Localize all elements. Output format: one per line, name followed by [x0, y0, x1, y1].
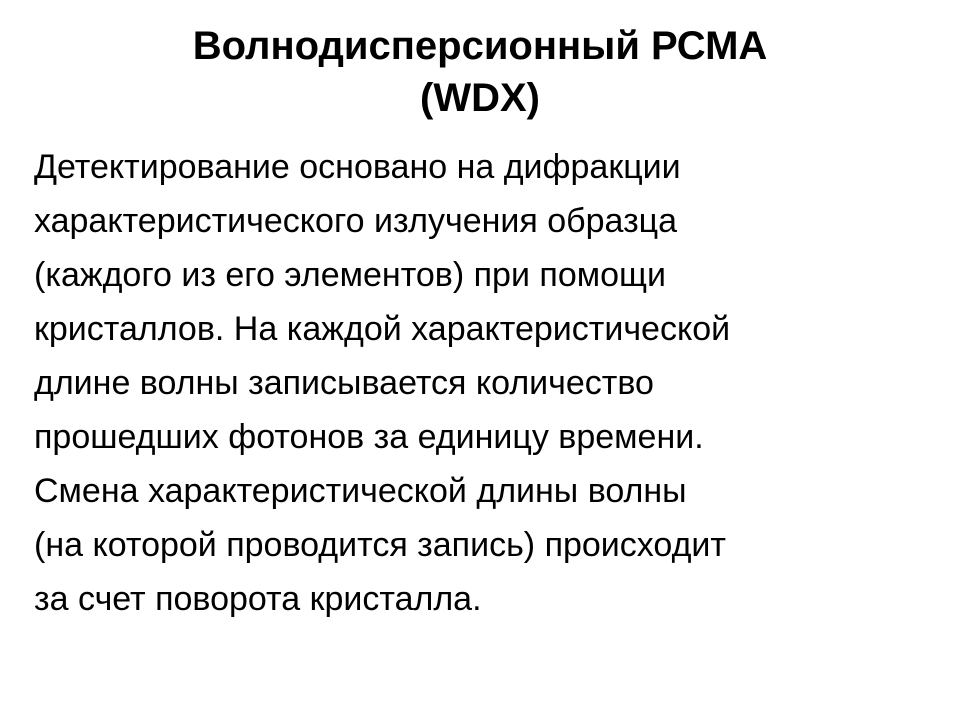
body-line-8: (на которой проводится запись) происходит	[34, 526, 726, 564]
body-line-6: прошедших фотонов за единицу времени.	[34, 418, 704, 456]
slide-title	[0, 20, 960, 124]
body-line-3: (каждого из его элементов) при помощи	[34, 256, 666, 294]
slide-body-text	[34, 140, 934, 626]
title-line-2: (WDX)	[420, 76, 540, 120]
body-line-5: длине волны записывается количество	[34, 364, 654, 402]
body-line-9: за счет поворота кристалла.	[34, 580, 482, 618]
body-line-7: Смена характеристической длины волны	[34, 472, 687, 510]
body-line-1: Детектирование основано на дифракции	[34, 148, 681, 186]
title-line-1: Волнодисперсионный РСМА	[192, 24, 768, 68]
body-line-4: кристаллов. На каждой характеристической	[34, 310, 731, 348]
body-line-2: характеристического излучения образца	[34, 202, 678, 240]
